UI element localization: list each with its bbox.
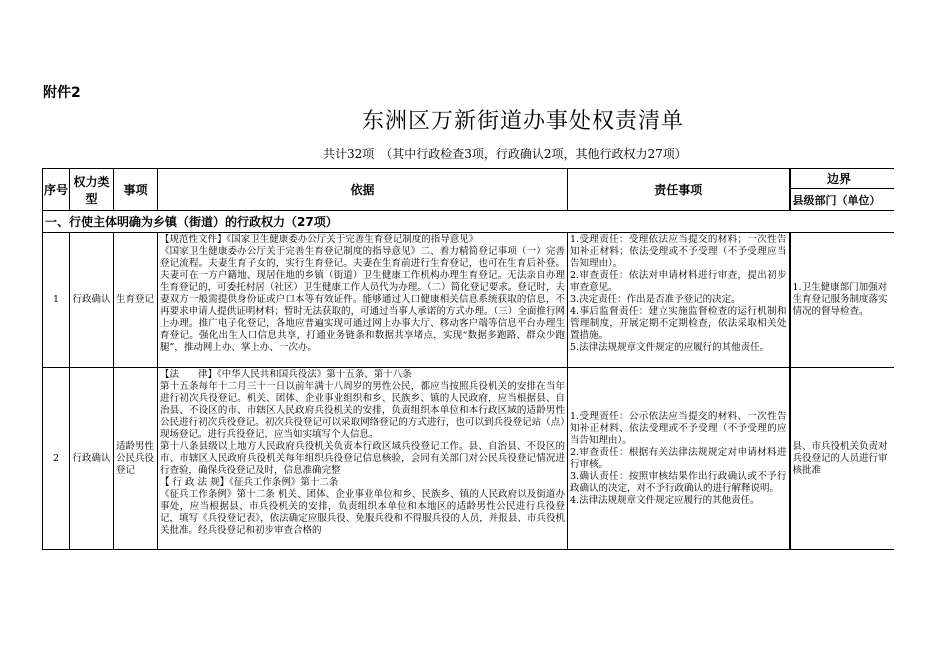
header-power-type: 权力类型	[70, 169, 114, 211]
attachment-label: 附件2	[43, 85, 81, 101]
basis-paragraph: 《国家卫生健康委办公厅关于完善生育登记制度的指导意见》二、着力精简登记事项（一）完善登记流程。夫妻生育子女的，实行生育登记。夫妻在生育前进行生育登记，也可在生育后补登。夫妻可在一方户籍地、现居住地的乡镇（街道）卫生健康工作机构办理生育登记。无法亲自办理生育登记的，可委托村居（社区）卫生健康工作人员代为办理。（二）简化登记要求。登记时，夫妻双方一般需提供身份证或户口本等有效证件。能够通过人口健康相关信息系统获取的信息，不再要求申请人提供证明材料；暂时无法获取的，可通过当事人承诺的方式办理。（三）全面推行网上办理。推广电子化登记，各地应普遍实现可通过网上办事大厅、移动客户端等信息平台办理生育登记。强化出生人口信息共享，打通业务链条和数据共享堵点，实现“数据多跑路、群众少跑腿”，推动网上办、掌上办、一次办。	[160, 246, 565, 353]
row-duties	[568, 233, 790, 368]
row-seq: 1	[43, 233, 70, 368]
row-county-dept: 县、市兵役机关负责对兵役登记的人员进行审核批准	[790, 368, 894, 550]
table-row	[43, 368, 894, 550]
duty-item: 1.受理责任：公示依法应当提交的材料、一次性告知补正材料、依法受理或不予受理（不予受理的应当告知理由）。	[570, 410, 787, 446]
header-county-dept: 县级部门（单位）	[790, 189, 894, 211]
duty-item: 2.审查责任：根据有关法律法规规定对申请材料进行审核。	[570, 446, 787, 470]
section-row	[43, 211, 894, 233]
header-duties: 责任事项	[568, 169, 790, 211]
duty-item: 3.确认责任：按照审核结果作出行政确认或不予行政确认的决定，对不予行政确认的进行解释说明。	[570, 470, 787, 494]
basis-paragraph: 《征兵工作条例》第十二条 机关、团体、企业事业单位和乡、民族乡、镇的人民政府以及街道办事处，应当根据县、市兵役机关的安排，负责组织本单位和本地区的适龄男性公民进行兵役登记，填写《兵役登记表》，依法确定应服兵役、免服兵役和不得服兵役的人员，并报县、市兵役机关批准。经兵役登记和初步审查合格的	[160, 489, 565, 536]
row-basis	[158, 368, 568, 550]
header-item: 事项	[114, 169, 158, 211]
duty-item: 4.事后监督责任：建立实施监督检查的运行机制和管理制度，开展定期不定期检查，依法采取相关处置措施。	[570, 306, 787, 341]
header-row-top	[43, 169, 894, 189]
table-row	[43, 233, 894, 368]
duty-item: 2.审查责任：依法对申请材料进行审查，提出初步审查意见。	[570, 270, 787, 293]
document-subtitle: 共计32项 （其中行政检查3项，行政确认2项，其他行政权力27项）	[323, 147, 687, 161]
basis-paragraph: 【法 律】《中华人民共和国兵役法》第十五条、第十八条	[160, 369, 412, 380]
document-title: 东洲区万新街道办事处权责清单	[361, 109, 684, 134]
row-county-dept: 1.卫生健康部门加强对生育登记服务制度落实情况的督导检查。	[790, 233, 894, 368]
basis-paragraph: 第十八条县级以上地方人民政府兵役机关负责本行政区域兵役登记工作。县、自治县、不设区的市、市辖区人民政府兵役机关每年组织兵役登记信息核验，会同有关部门对公民兵役登记情况进行查验，确保兵役登记及时，信息准确完整	[160, 441, 565, 476]
duty-item: 4.法律法规规章文件规定应履行的其他责任。	[570, 494, 760, 506]
row-item: 生育登记	[114, 233, 158, 368]
section-title: 一、行使主体明确为乡镇（街道）的行政权力（27项）	[43, 211, 894, 233]
header-basis: 依据	[158, 169, 568, 211]
responsibility-table	[42, 168, 894, 550]
basis-paragraph: 第十五条每年十二月三十一日以前年满十八周岁的男性公民，都应当按照兵役机关的安排在当年进行初次兵役登记。机关、团体、企业事业组织和乡、民族乡、镇的人民政府，应当根据县、自治县、不设区的市、市辖区人民政府兵役机关的安排，负责组织本单位和本行政区域的适龄男性公民进行初次兵役登记。初次兵役登记可以采取网络登记的方式进行，也可以到兵役登记站（点）现场登记。进行兵役登记，应当如实填写个人信息。	[160, 381, 565, 440]
row-item: 适龄男性公民兵役登记	[114, 368, 158, 550]
row-power-type: 行政确认	[70, 233, 114, 368]
header-seq: 序号	[43, 169, 70, 211]
basis-paragraph: 【规范性文件】《国家卫生健康委办公厅关于完善生育登记制度的指导意见》	[160, 234, 479, 245]
duty-item: 3.决定责任：作出是否准予登记的决定。	[570, 294, 741, 305]
row-basis	[158, 233, 568, 368]
duty-item: 1.受理责任：受理依法应当提交的材料；一次性告知补正材料；依法受理或不予受理（不予受理应当告知理由）。	[570, 234, 787, 269]
row-power-type: 行政确认	[70, 368, 114, 550]
duty-item: 5.法律法规规章文件规定的应履行的其他责任。	[570, 342, 770, 353]
header-boundary: 边界	[790, 169, 894, 189]
row-duties	[568, 368, 790, 550]
basis-paragraph: 【 行 政 法 规】《征兵工作条例》第十二条	[160, 477, 339, 488]
row-seq: 2	[43, 368, 70, 550]
